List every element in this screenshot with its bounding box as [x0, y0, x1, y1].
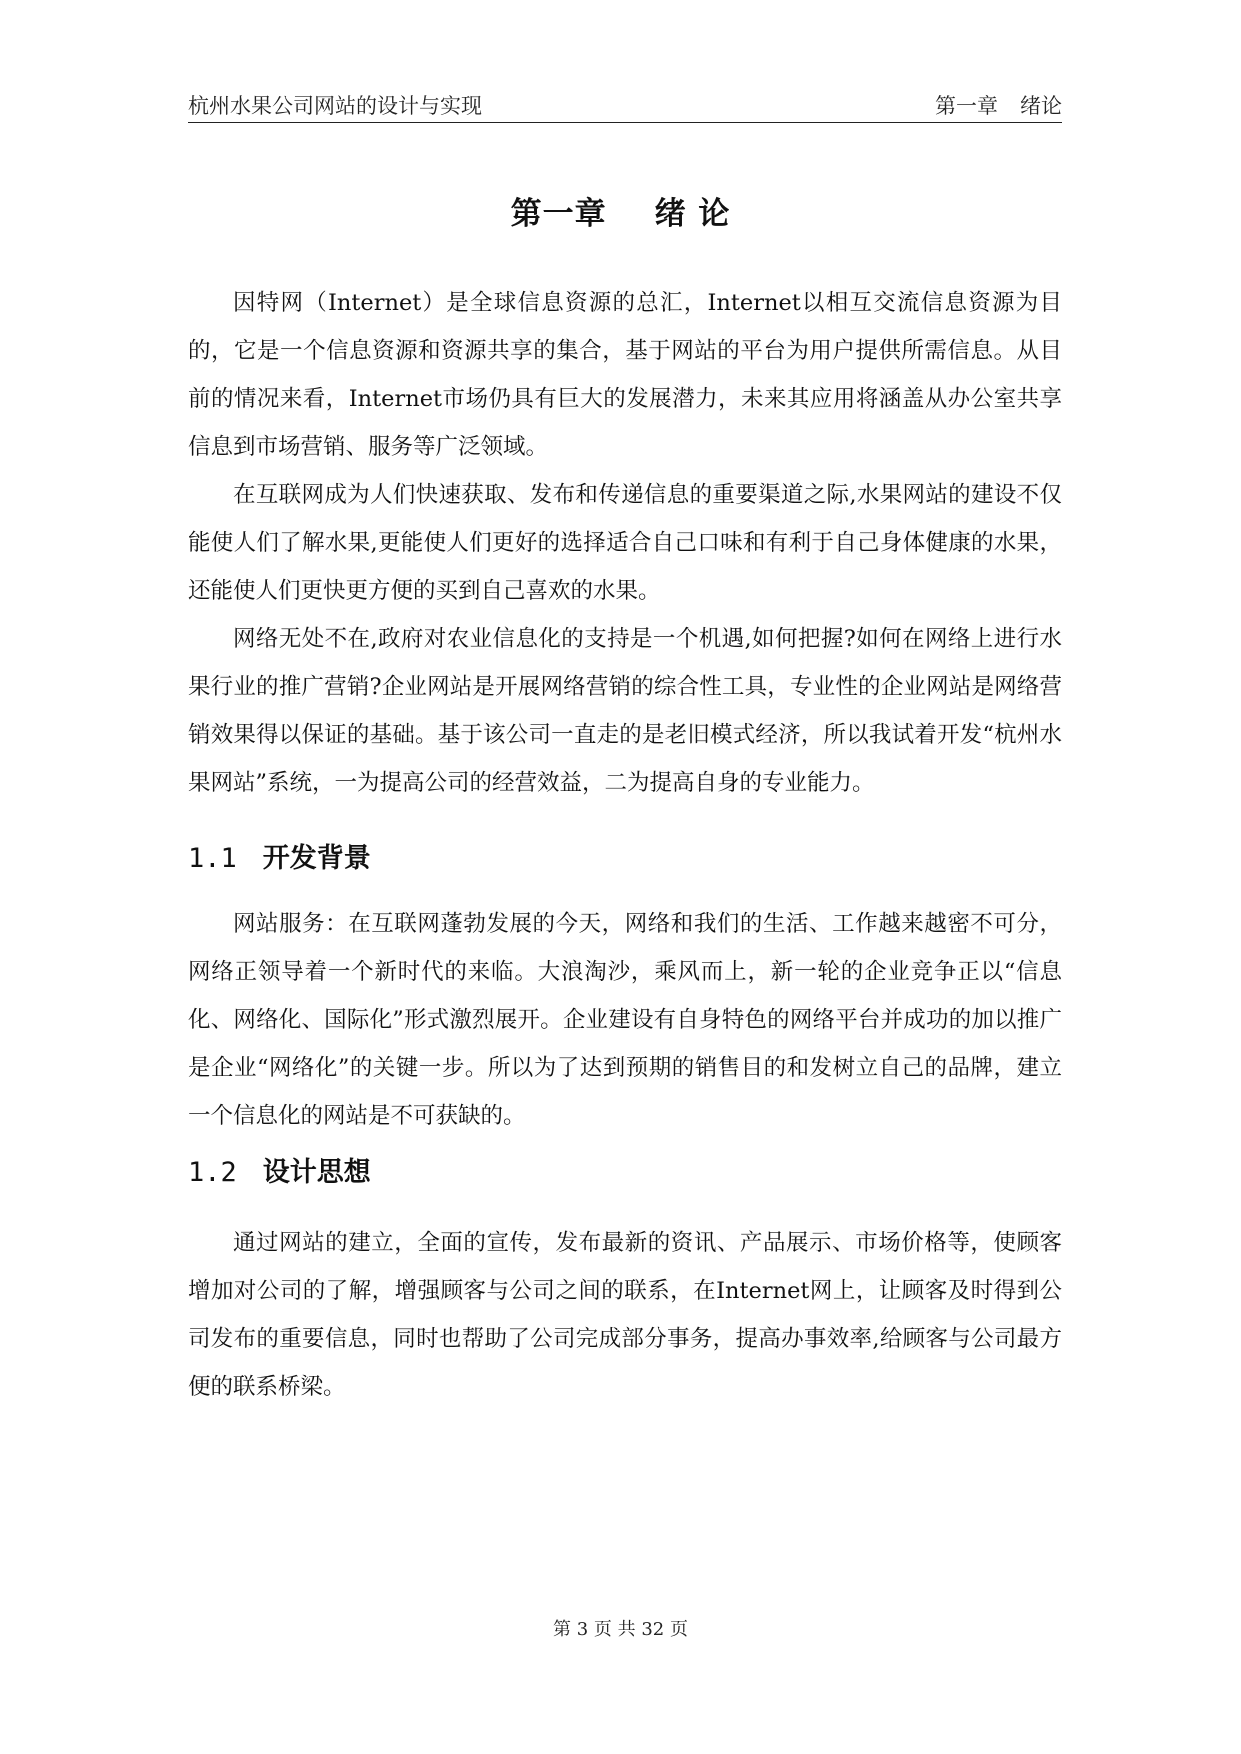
chapter-title: [0, 188, 1241, 233]
intro-section: [188, 279, 1062, 807]
section-heading-1-2: [188, 1150, 371, 1189]
page-header: [188, 86, 1062, 123]
header-chapter-number: 第一章: [935, 94, 998, 118]
section-title: 开发背景: [262, 843, 371, 874]
intro-paragraph-1: 因特网（Internet）是全球信息资源的总汇，Internet以相互交流信息资源为目的，它是一个信息资源和资源共享的集合，基于网站的平台为用户提供所需信息。从目前的情况来看，Internet市场仍具有巨大的发展潜力，未来其应用将涵盖从办公室共享信息到市场营销、服务等广泛领域。: [188, 290, 1062, 460]
section-1-2-body: [188, 1219, 1062, 1411]
header-chapter: [935, 90, 1062, 120]
section-title: 设计思想: [262, 1157, 371, 1188]
section-1-1-body: [188, 900, 1062, 1140]
intro-paragraph-2: 在互联网成为人们快速获取、发布和传递信息的重要渠道之际,水果网站的建设不仅能使人们了解水果,更能使人们更好的选择适合自己口味和有利于自己身体健康的水果，还能使人们更快更方便的买到自己喜欢的水果。: [188, 482, 1062, 604]
section-number: 1.2: [188, 1157, 237, 1188]
chapter-name: 绪 论: [654, 196, 731, 232]
section-number: 1.1: [188, 843, 237, 874]
chapter-number: 第一章: [510, 196, 607, 232]
page-number-footer: 第 3 页 共 32 页: [553, 1619, 688, 1640]
header-document-title: 杭州水果公司网站的设计与实现: [188, 94, 482, 118]
section-1-2-paragraph-1: 通过网站的建立，全面的宣传，发布最新的资讯、产品展示、市场价格等，使顾客增加对公司的了解，增强顾客与公司之间的联系，在Internet网上，让顾客及时得到公司发布的重要信息，同时也帮助了公司完成部分事务，提高办事效率,给顾客与公司最方便的联系桥梁。: [188, 1230, 1062, 1400]
header-chapter-title: 绪论: [1020, 94, 1062, 118]
intro-paragraph-3: 网络无处不在,政府对农业信息化的支持是一个机遇,如何把握?如何在网络上进行水果行业的推广营销?企业网站是开展网络营销的综合性工具，专业性的企业网站是网络营销效果得以保证的基础。基于该公司一直走的是老旧模式经济，所以我试着开发“杭州水果网站”系统，一为提高公司的经营效益，二为提高自身的专业能力。: [188, 626, 1062, 796]
section-1-1-paragraph-1: 网站服务：在互联网蓬勃发展的今天，网络和我们的生活、工作越来越密不可分，网络正领导着一个新时代的来临。大浪淘沙，乘风而上，新一轮的企业竞争正以“信息化、网络化、国际化”形式激烈展开。企业建设有自身特色的网络平台并成功的加以推广是企业“网络化”的关键一步。所以为了达到预期的销售目的和发树立自己的品牌，建立一个信息化的网站是不可获缺的。: [188, 911, 1062, 1129]
section-heading-1-1: [188, 836, 371, 875]
